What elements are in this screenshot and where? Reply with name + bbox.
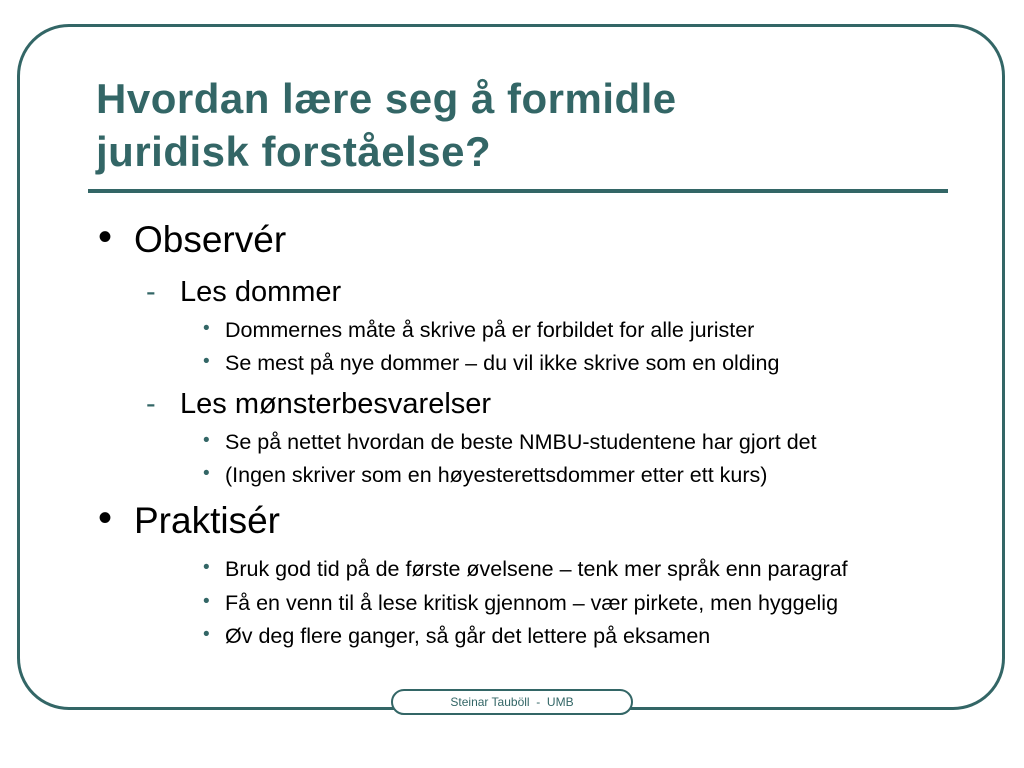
footer — [391, 689, 633, 715]
title-line-2: juridisk forståelse? — [96, 128, 492, 175]
bullet-text: Se på nettet hvordan de beste NMBU-studentene har gjort det — [225, 430, 817, 454]
slide-title — [96, 72, 956, 178]
bullet-dot-icon: • — [203, 318, 210, 339]
bullet-item — [98, 215, 287, 261]
title-line-1: Hvordan lære seg å formidle — [96, 75, 677, 122]
bullet-text: Se mest på nye dommer – du vil ikke skrive som en olding — [225, 351, 780, 375]
bullet-item — [203, 351, 780, 376]
bullet-item — [203, 430, 817, 455]
bullet-dot-icon: • — [203, 557, 210, 578]
bullet-dot-icon: • — [98, 496, 113, 540]
bullet-item — [203, 624, 711, 649]
title-divider — [88, 189, 948, 193]
bullet-dot-icon: • — [203, 591, 210, 612]
bullet-text: (Ingen skriver som en høyesterettsdommer etter ett kurs) — [225, 463, 768, 487]
bullet-item — [98, 496, 280, 542]
dash-icon: - — [146, 276, 156, 308]
bullet-text: Dommernes måte å skrive på er forbildet for alle jurister — [225, 318, 755, 342]
bullet-item — [203, 463, 768, 488]
bullet-item — [203, 557, 848, 582]
bullet-item — [146, 276, 342, 309]
bullet-text: Bruk god tid på de første øvelsene – tenk mer språk enn paragraf — [225, 557, 848, 581]
footer-text: Steinar Tauböll - UMB — [450, 695, 574, 709]
bullet-dot-icon: • — [203, 624, 210, 645]
bullet-item — [146, 388, 492, 421]
bullet-dot-icon: • — [98, 215, 113, 259]
bullet-text: Les dommer — [180, 276, 342, 308]
bullet-text: Observér — [134, 219, 287, 260]
bullet-item — [203, 591, 839, 616]
bullet-dot-icon: • — [203, 463, 210, 484]
bullet-dot-icon: • — [203, 351, 210, 372]
bullet-text: Les mønsterbesvarelser — [180, 388, 492, 420]
bullet-text: Få en venn til å lese kritisk gjennom – vær pirkete, men hyggelig — [225, 591, 839, 615]
dash-icon: - — [146, 388, 156, 420]
bullet-item — [203, 318, 755, 343]
bullet-text: Øv deg flere ganger, så går det lettere på eksamen — [225, 624, 711, 648]
bullet-text: Praktisér — [134, 500, 280, 541]
bullet-dot-icon: • — [203, 430, 210, 451]
